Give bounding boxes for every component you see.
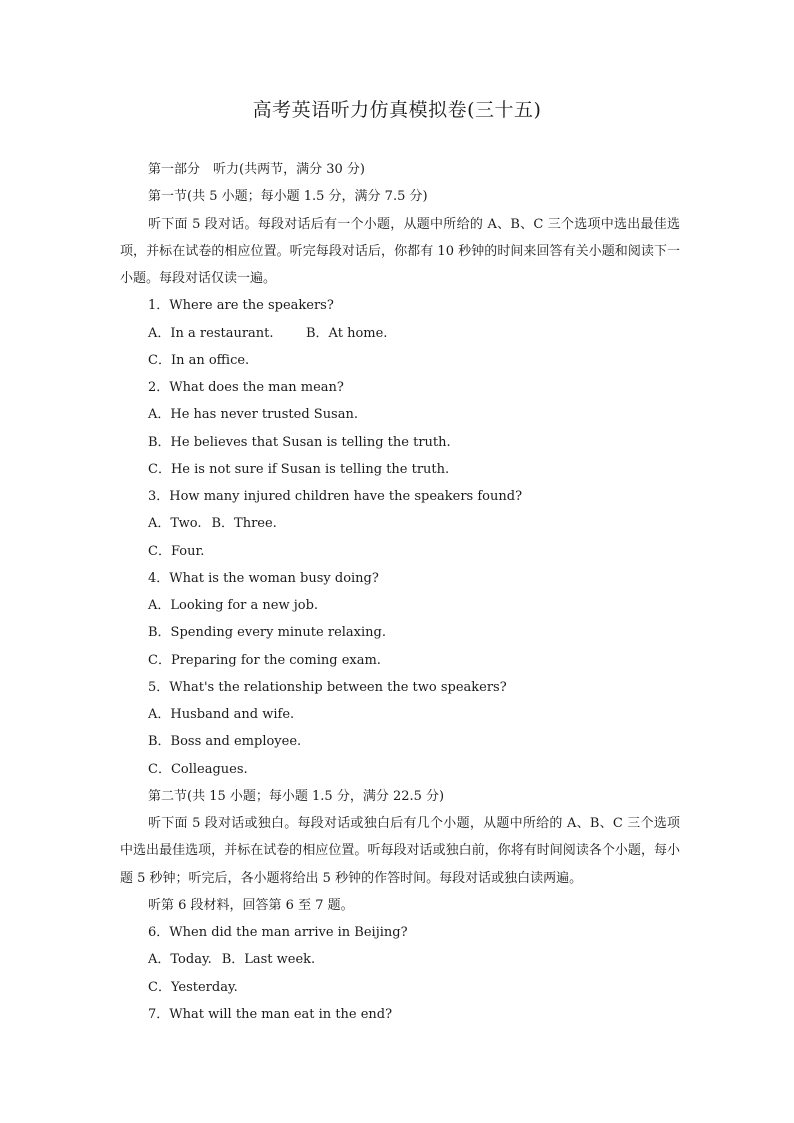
option-3c: C．Four. [148,543,205,559]
question-6: 6．When did the man arrive in Beijing? [148,925,408,940]
option-1c: C．In an office. [148,352,250,368]
section-1-instructions [120,211,680,293]
question-6-options-ab [120,946,680,973]
section-1-heading: 第一节(共 5 小题；每小题 1.5 分，满分 7.5 分) [148,189,428,205]
question-4: 4．What is the woman busy doing? [148,570,379,586]
question-5: 5．What's the relationship between the two speakers? [148,679,507,695]
option-2a: A．He has never trusted Susan. [148,407,358,423]
option-5c: C．Colleagues. [148,761,248,777]
part-heading: 第一部分 听力(共两节，满分 30 分) [148,162,365,177]
option-4c: C．Preparing for the coming exam. [148,652,381,668]
option-5b: B．Boss and employee. [148,734,302,750]
question-3: 3．How many injured children have the speakers found? [148,489,523,504]
option-1a: A．In a restaurant. [148,325,274,341]
question-3-options-ab [120,510,680,537]
question-1: 1．Where are the speakers? [148,298,334,314]
section-1-instructions-text: 听下面 5 段对话。每段对话后有一个小题，从题中所给的 A、B、C 三个选项中选出最佳选项，并标在试卷的相应位置。听完每段对话后，你都有 10 秒钟的时间来回答有关小题和阅读下一小题。每段对话仅读一遍。 [120,216,680,286]
question-2: 2．What does the man mean? [148,380,344,395]
option-6a: A．Today. [148,952,212,968]
option-6b: B．Last week. [221,952,316,968]
section-2-instructions [120,810,680,892]
option-5a: A．Husband and wife. [148,707,295,722]
option-1b: B．At home. [306,325,388,341]
section-2-heading: 第二节(共 15 小题；每小题 1.5 分，满分 22.5 分) [148,788,445,804]
exam-content [120,156,680,1028]
material-note: 听第 6 段材料，回答第 6 至 7 题。 [148,897,354,913]
option-3b: B．Three. [211,516,277,532]
option-2c: C．He is not sure if Susan is telling the truth. [148,461,450,477]
option-3a: A．Two. [148,516,202,532]
option-4b: B．Spending every minute relaxing. [148,625,386,641]
question-1-options-ab [120,320,680,347]
question-7: 7．What will the man eat in the end? [148,1006,393,1022]
option-4a: A．Looking for a new job. [148,598,319,613]
option-2b: B．He believes that Susan is telling the truth. [148,434,451,450]
page-title: 高考英语听力仿真模拟卷(三十五) [252,99,542,121]
option-6c: C．Yesterday. [148,979,238,995]
section-2-instructions-text: 听下面 5 段对话或独白。每段对话或独白后有几个小题，从题中所给的 A、B、C 三个选项中选出最佳选项，并标在试卷的相应位置。听每段对话或独白前，你将有时间阅读各个小题，每小题 5 秒钟；听完后，各小题将给出 5 秒钟的作答时间。每段对话或独白读两遍。 [120,816,680,886]
